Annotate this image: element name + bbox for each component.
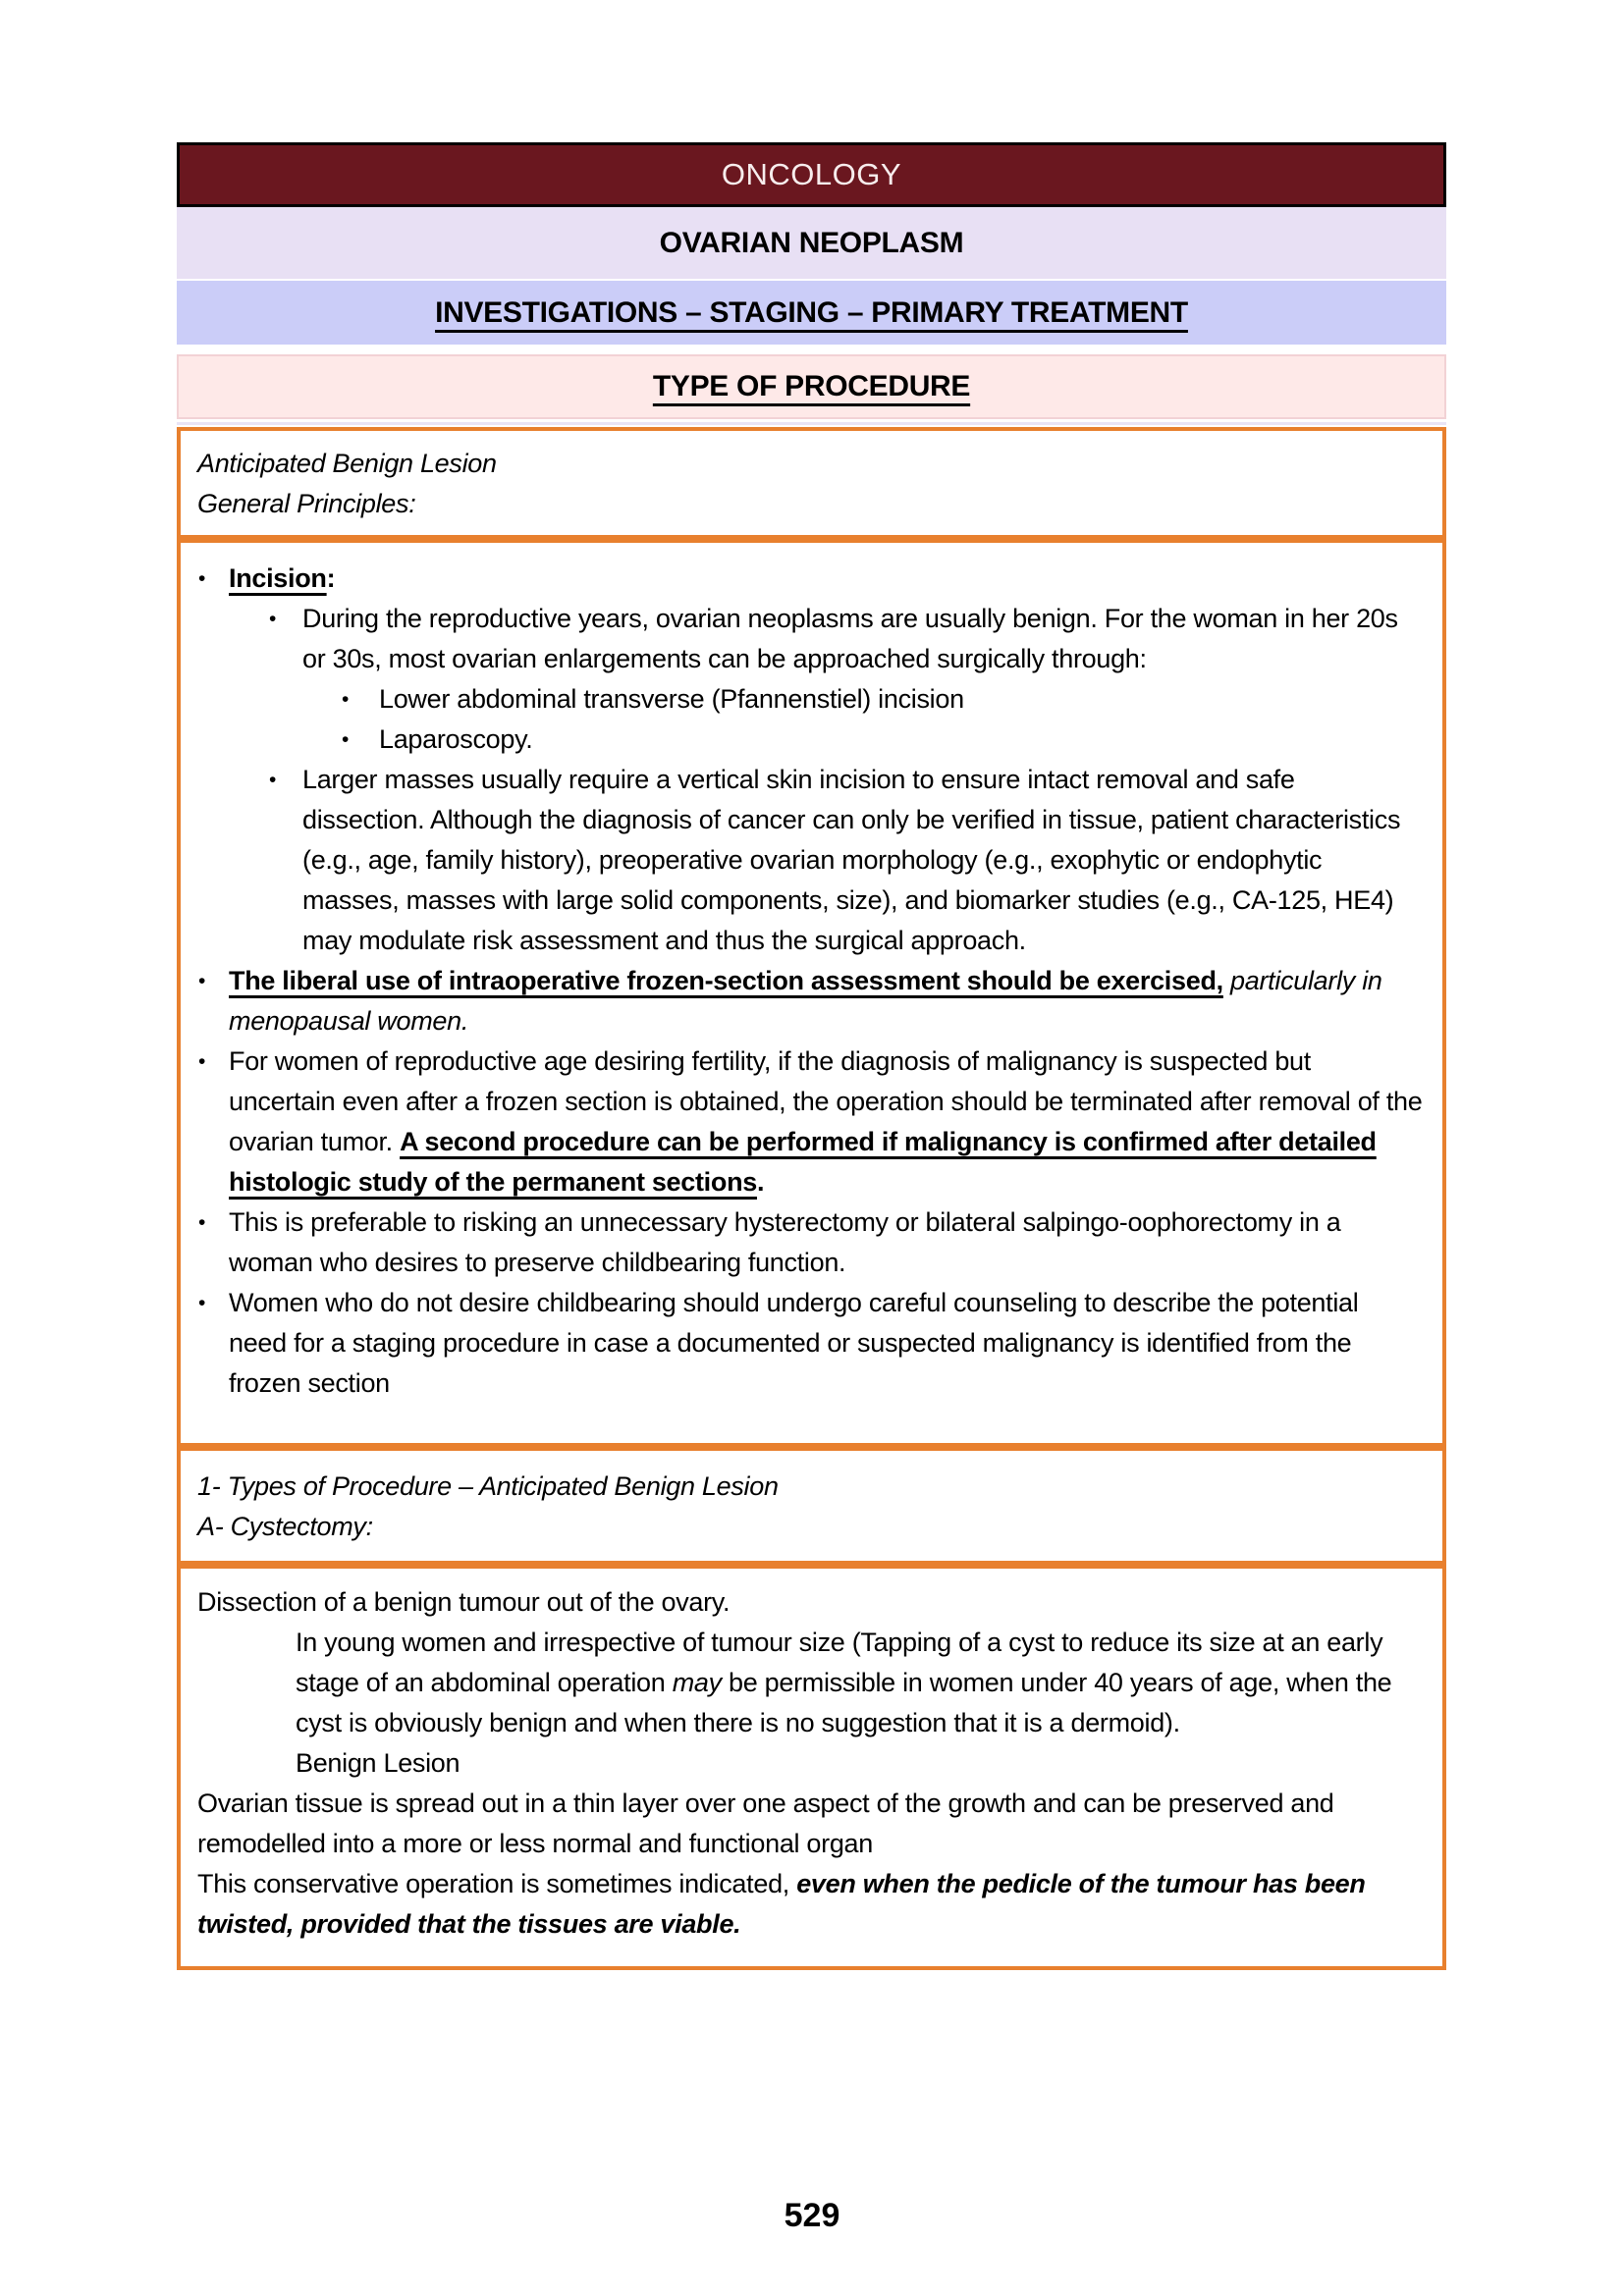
text-content: General Principles: [197, 489, 416, 518]
intro-box [177, 427, 1446, 539]
bullet-icon: • [198, 1050, 206, 1073]
oncology-banner [177, 142, 1446, 207]
topic-banner [177, 207, 1446, 279]
bullet-icon: • [198, 1211, 206, 1234]
bullet-icon: • [269, 608, 277, 630]
subsection-banner [177, 354, 1446, 419]
text-content: Larger masses usually require a vertical skin incision to ensure intact removal and safe dissection. Although the diagnosis of cancer can only be verified in tissue, patient characteristics (e.g., age, family history), preoperative ovarian morphology (e.g., exophytic or endophytic masses, masses with large solid components, size), and biomarker studies (e.g., CA-125, HE4) may modulate risk assessment and thus the surgical approach. [302, 765, 1401, 955]
text-content: Benign Lesion [296, 1748, 460, 1778]
text-content: Laparoscopy. [379, 724, 533, 754]
principle-bullet-item [194, 559, 1423, 599]
types-line [194, 1467, 1423, 1507]
text-content: Ovarian tissue is spread out in a thin layer over one aspect of the growth and can be preserved and remodelled into a more or less normal and functional organ [197, 1789, 1334, 1858]
bullet-icon: • [342, 728, 350, 751]
text-content: This conservative operation is sometimes indicated, even when the pedicle of the tumour has been twisted, provided that the tissues are viable. [197, 1869, 1366, 1939]
divider-rule [177, 422, 1446, 425]
text-content: Dissection of a benign tumour out of the ovary. [197, 1587, 731, 1617]
cystectomy-paragraph [194, 1623, 1423, 1743]
bullet-icon: • [198, 1292, 206, 1314]
text-content: In young women and irrespective of tumour size (Tapping of a cyst to reduce its size at an early stage of an abdominal operation may be permissible in women under 40 years of age, when the cyst is obviously benign and when there is no suggestion that it is a dermoid). [296, 1628, 1392, 1737]
text-content: For women of reproductive age desiring fertility, if the diagnosis of malignancy is suspected but uncertain even after a frozen section is obtained, the operation should be terminated after removal of the ovarian tumor. A second procedure can be performed if malignancy is confirmed after detailed histologic study of the permanent sections. [229, 1046, 1423, 1197]
topic-banner-text: OVARIAN NEOPLASM [659, 226, 964, 259]
principle-bullet-item [194, 1283, 1423, 1404]
section-banner [177, 281, 1446, 345]
text-content: Anticipated Benign Lesion [197, 449, 497, 478]
cystectomy-box [177, 1565, 1446, 1970]
principle-bullet-item [194, 599, 1423, 679]
principle-bullet-item [194, 1202, 1423, 1283]
types-of-procedure-box [177, 1447, 1446, 1565]
cystectomy-paragraph [194, 1582, 1423, 1623]
principle-bullet-item [194, 961, 1423, 1041]
text-content: 1- Types of Procedure – Anticipated Benign Lesion [197, 1471, 779, 1501]
cystectomy-paragraph [194, 1784, 1423, 1864]
text-content: Lower abdominal transverse (Pfannenstiel) incision [379, 684, 964, 714]
bullet-icon: • [198, 567, 206, 590]
principle-bullet-item [194, 760, 1423, 961]
section-banner-text: INVESTIGATIONS – STAGING – PRIMARY TREATMENT [435, 295, 1188, 329]
bullet-icon: • [269, 769, 277, 791]
text-content: This is preferable to risking an unnecessary hysterectomy or bilateral salpingo-oophorectomy in a woman who desires to preserve childbearing function. [229, 1207, 1341, 1277]
general-principles-box [177, 539, 1446, 1447]
text-content: Women who do not desire childbearing should undergo careful counseling to describe the potential need for a staging procedure in case a documented or suspected malignancy is identified from the frozen section [229, 1288, 1359, 1398]
text-content: A- Cystectomy: [197, 1512, 373, 1541]
types-line [194, 1507, 1423, 1547]
intro-line [194, 444, 1423, 484]
intro-line [194, 484, 1423, 524]
text-content: During the reproductive years, ovarian neoplasms are usually benign. For the woman in her 20s or 30s, most ovarian enlargements can be approached surgically through: [302, 604, 1398, 673]
text-content: Incision: [229, 563, 336, 593]
bullet-icon: • [198, 970, 206, 992]
principle-bullet-item [194, 679, 1423, 720]
cystectomy-paragraph [194, 1864, 1423, 1945]
cystectomy-paragraph [194, 1743, 1423, 1784]
subsection-banner-text: TYPE OF PROCEDURE [652, 370, 971, 402]
principle-bullet-item [194, 1041, 1423, 1202]
principle-bullet-item [194, 720, 1423, 760]
bullet-icon: • [342, 688, 350, 711]
text-content: The liberal use of intraoperative frozen-section assessment should be exercised, particularly in menopausal women. [229, 966, 1382, 1036]
oncology-banner-text: ONCOLOGY [721, 157, 902, 191]
page-number: 529 [784, 2197, 840, 2234]
page-content [177, 142, 1446, 1970]
